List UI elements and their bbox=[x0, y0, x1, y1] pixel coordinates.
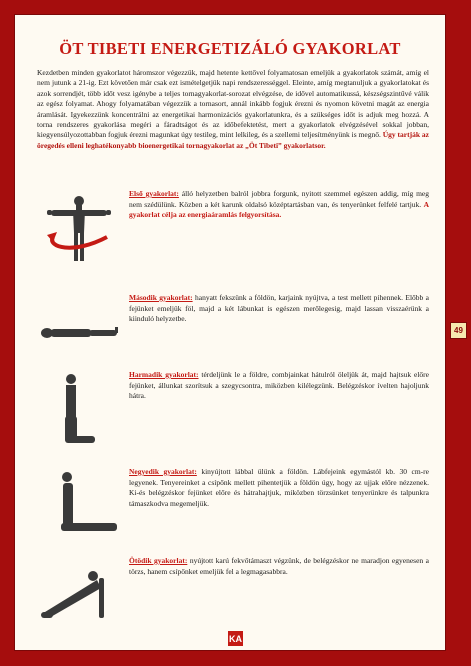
kneeling-figure-icon bbox=[37, 370, 121, 446]
page-title: ÖT TIBETI ENERGETIZÁLÓ GYAKORLAT bbox=[59, 39, 401, 58]
exercise-description bbox=[129, 556, 429, 577]
exercise-title: Ötödik gyakorlat: bbox=[129, 556, 188, 565]
exercise-goal: A gyakorlat célja az energiaáramlás felgyorsítása. bbox=[129, 199, 429, 220]
exercise-text: kinyújtott lábbal ülünk a földön. Lábfejeink egymástól kb. 30 cm-re legyenek. Tenyereinket a csípőnk mellett pihentetjük a földön úgy, hogy az ujjak előre nézzenek. Ki-és belégzéskor fejünket előre és hátrahajtjuk, miközben törzsünket tenyerünkre és talpunkra támaszkodva megemeljük. bbox=[129, 467, 429, 508]
standing-figure-icon bbox=[37, 189, 121, 265]
exercise-description bbox=[129, 293, 429, 325]
exercise-text: hanyatt fekszünk a földön, karjaink nyújtva, a test mellett pihennek. Előbb a fejünket emeljük föl, majd a két lábunkat is egészen merőlegesig, majd lassan visszaérünk a kiinduló helyzetbe. bbox=[129, 293, 429, 324]
lying-figure-icon bbox=[37, 293, 121, 369]
publisher-logo: KA bbox=[227, 630, 244, 647]
exercise-text: nyújtott karú fekvőtámaszt végzünk, de belégzéskor ne maradjon egyenesen a törzs, hanem csípőnket emeljük fel a legmagasabbra. bbox=[129, 556, 429, 576]
exercise-description bbox=[129, 370, 429, 402]
intro-paragraph bbox=[37, 68, 429, 151]
exercise-text: térdeljünk le a földre, combjainkat hátulról öleljük át, majd hajtsuk előre fejünket, állunkat szorítsuk a szegycsontra, miközben kilélegzünk. Belégzéskor ívelten hajoljunk hátra. bbox=[129, 370, 429, 401]
exercise-title: Negyedik gyakorlat: bbox=[129, 467, 197, 476]
plank-figure-icon bbox=[37, 556, 121, 632]
intro-text: Kezdetben minden gyakorlatot háromszor végezzük, majd hetente kettővel folyamatosan emeljük a gyakorlatok számát, amíg el nem jutunk a 21-ig. Ezt követően már csak ezt ismételgetjük napi rendszerességgel. Eleinte, amíg megtanuljuk a gyakorlatokat és azok sorrendjét, több időt vesz igénybe a teljes tornagyakorlat-sorozat elvégzése, de idővel automatikussá, készségszintűvé válik az egész folyamat. Ahogy folyamatában végezzük a tornasort, annál inkább fogjuk érezni és nyomon követni magát az energia áramlását. Igyekezzünk koncentrálni az energetikai harmonizációs gyakorlatunkra, és a szükséges időt is adjuk meg hozzá. A torna rendszeres gyakorlása megéri a fáradtságot és az időbefektetést, mert a gyakorlatok elvégzésével sokkal jobban, kiegyensúlyozottabban fogjuk érezni magunkat úgy testileg, mint lelkileg, és a szellemi teljesítményünk is megnő. bbox=[37, 68, 429, 140]
page bbox=[14, 14, 446, 651]
exercise-title: Harmadik gyakorlat: bbox=[129, 370, 199, 379]
seated-figure-icon bbox=[37, 467, 121, 543]
exercise-description bbox=[129, 189, 429, 221]
exercise-title: Második gyakorlat: bbox=[129, 293, 193, 302]
exercise-title: Első gyakorlat: bbox=[129, 189, 179, 198]
exercise-description bbox=[129, 467, 429, 509]
exercise-text: álló helyzetben balról jobbra forgunk, nyitott szemmel egészen addig, míg meg nem szédülünk. Közben a két karunk oldalsó középtartásban van, és tenyerünket felfelé tartjuk. bbox=[129, 189, 429, 209]
page-number-badge: 49 bbox=[450, 322, 467, 339]
intro-emphasis: Úgy tartják az öregedés elleni leghatékonyabb bioenergetikai tornagyakorlat az „Öt Tibeti” gyakorlatsor. bbox=[37, 130, 429, 150]
